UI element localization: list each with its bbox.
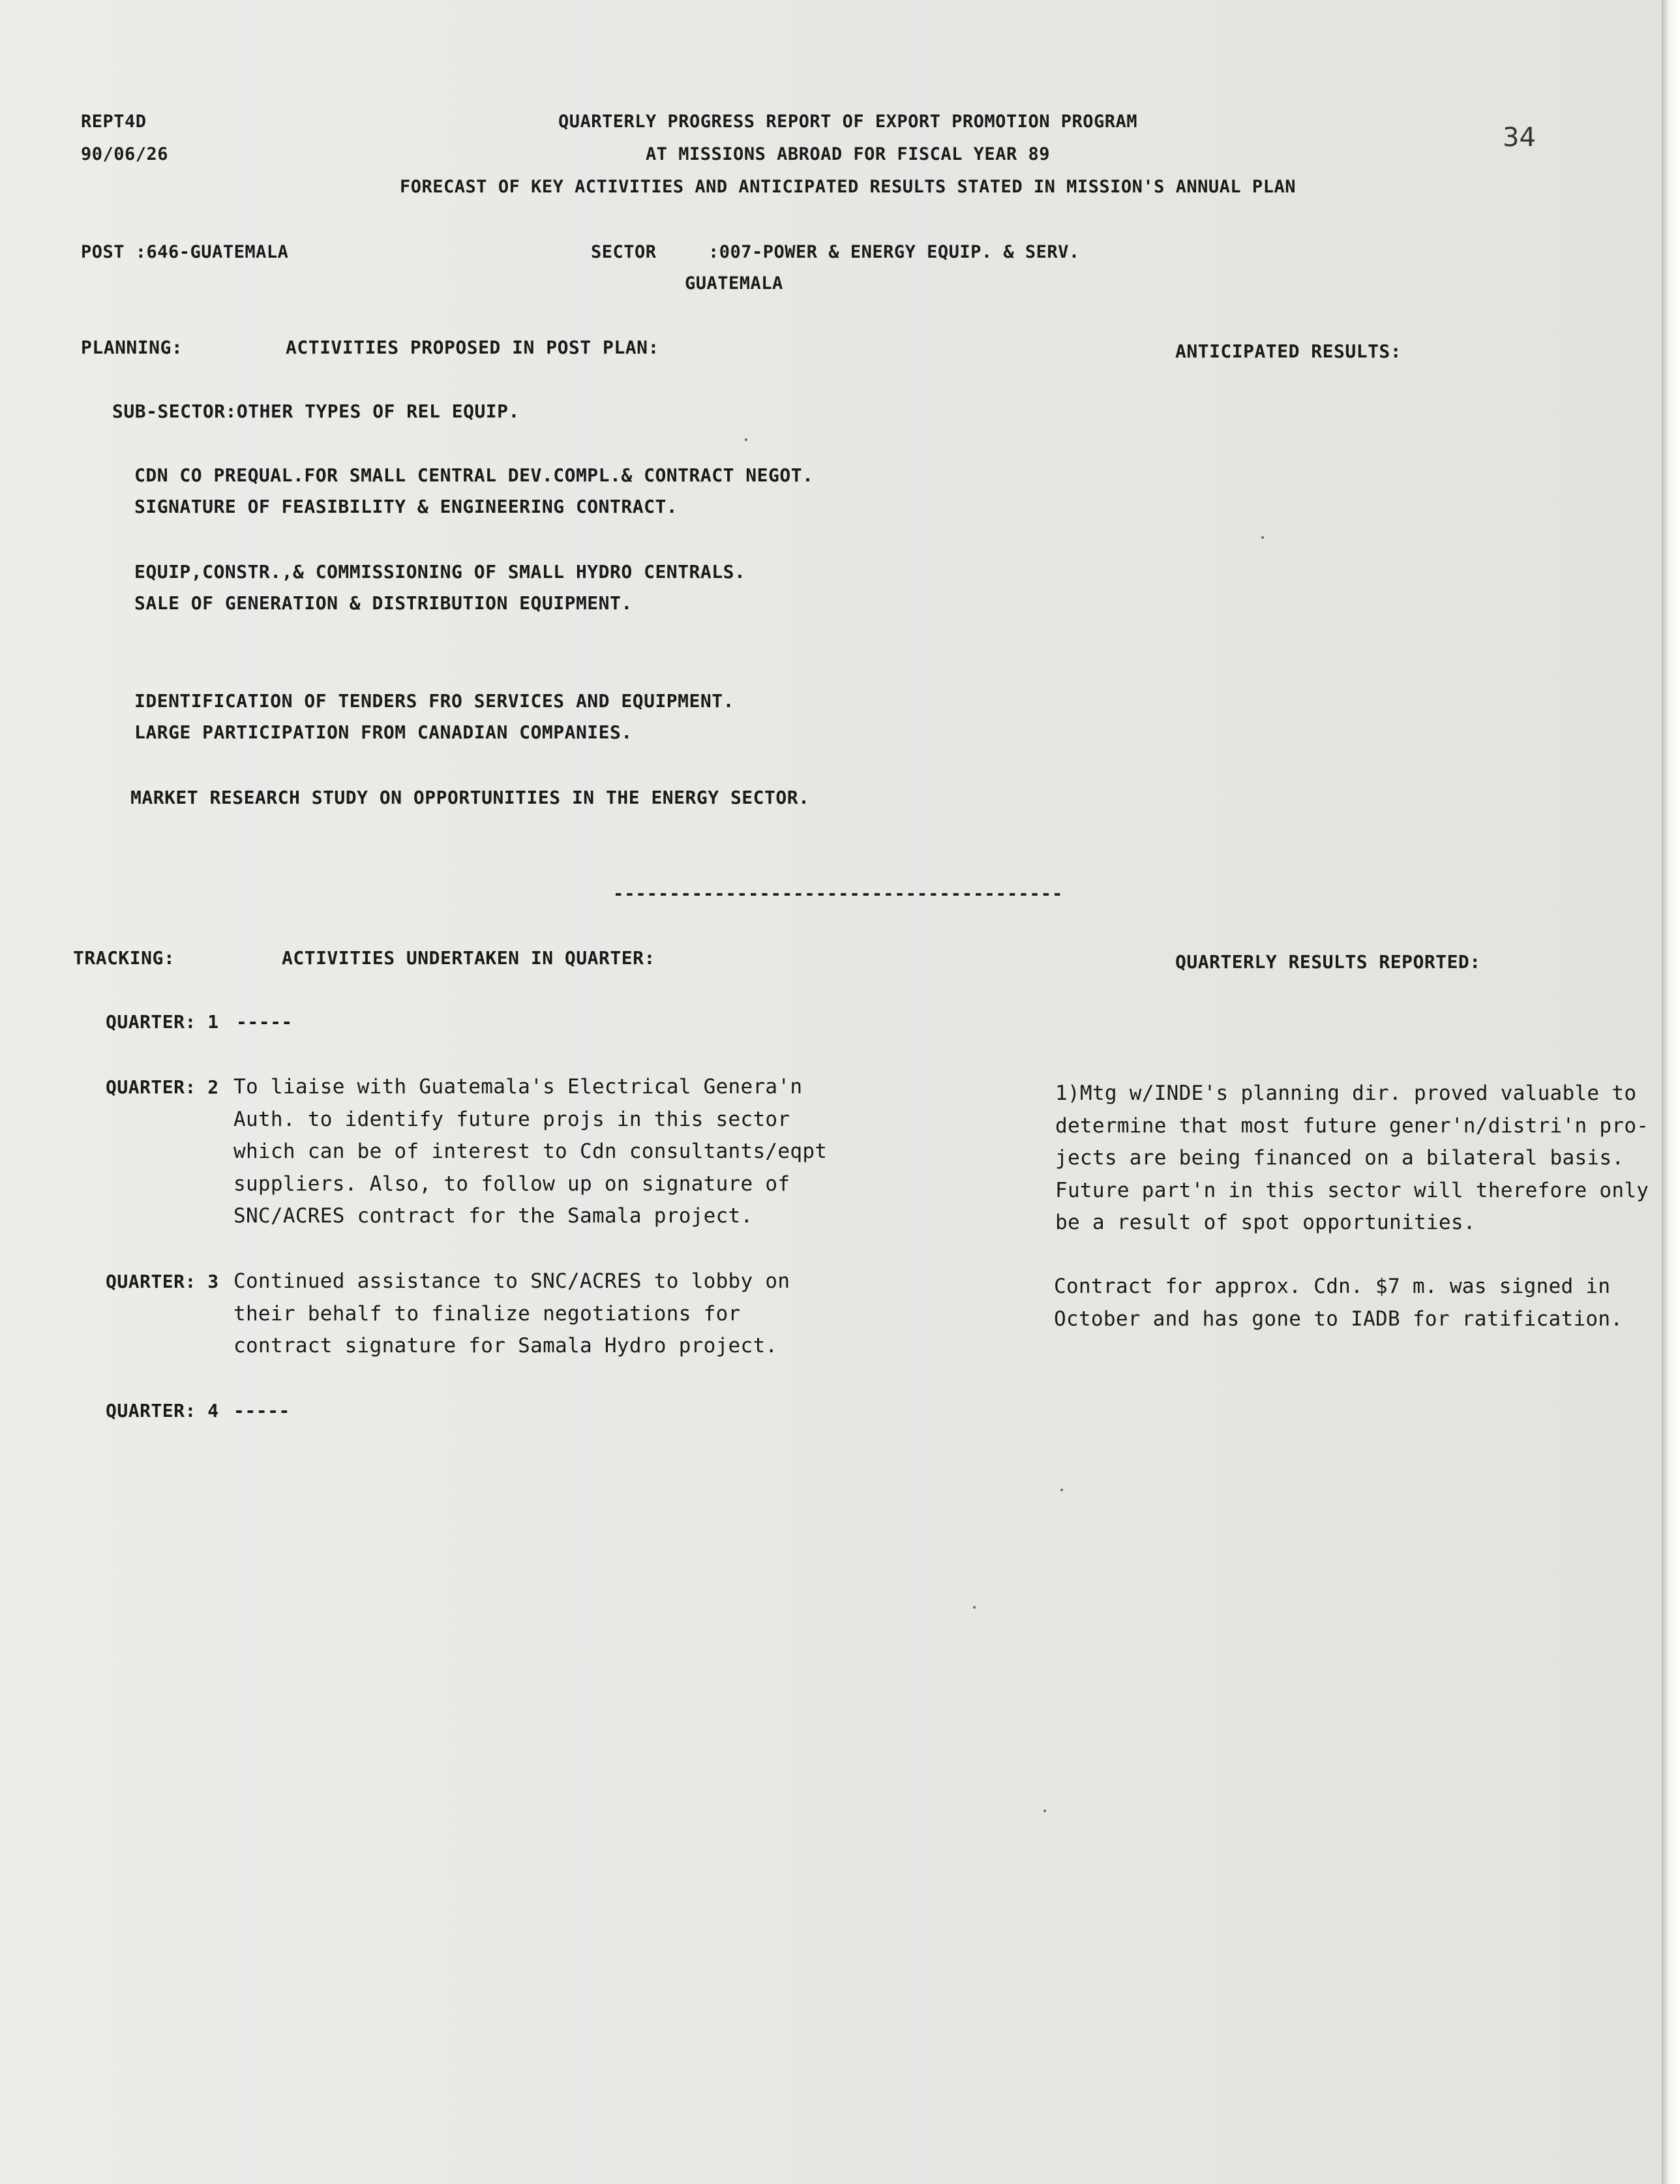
anticipated-results-heading: ANTICIPATED RESULTS: [1175,341,1402,362]
page-number: 34 [1503,123,1536,153]
result-line: October and has gone to IADB for ratification. [1054,1307,1623,1331]
report-title-line3: FORECAST OF KEY ACTIVITIES AND ANTICIPATED RESULTS STATED IN MISSION'S ANNUAL PLAN [400,177,1296,197]
result-line: jects are being financed on a bilateral basis. [1055,1146,1625,1170]
result-line: Future part'n in this sector will therefore only [1055,1178,1649,1202]
country-label: GUATEMALA [685,273,783,294]
report-id: REPT4D [81,112,147,132]
planning-label: PLANNING: [81,337,183,358]
activity-line: their behalf to finalize negotiations for [233,1301,741,1326]
post-label: POST :646-GUATEMALA [81,242,289,262]
page-edge [1662,0,1680,2184]
result-line: be a result of spot opportunities. [1055,1211,1476,1234]
result-line: Contract for approx. Cdn. $7 m. was signed in [1054,1275,1611,1298]
activity-line: which can be of interest to Cdn consultants/eqpt [233,1140,828,1163]
quarter-4-text: ----- [233,1400,290,1421]
quarter-2-results [1055,1078,1649,1239]
planning-activity-line: CDN CO PREQUAL.FOR SMALL CENTRAL DEV.COMPL.& CONTRACT NEGOT. [134,464,814,486]
activity-line: suppliers. Also, to follow up on signature of [233,1172,790,1196]
scan-speck [745,438,747,441]
quarter-2-activities [233,1071,827,1233]
sector-value: :007-POWER & ENERGY EQUIP. & SERV. [708,242,1080,262]
activity-line: To liaise with Guatemala's Electrical Genera'n [233,1075,803,1099]
scan-speck [1043,1810,1046,1812]
planning-activity-line: SALE OF GENERATION & DISTRIBUTION EQUIPMENT. [134,592,633,614]
report-date: 90/06/26 [81,144,169,164]
scan-speck [1261,536,1264,539]
quarter-3-results [1054,1271,1623,1335]
tracking-activities-heading: ACTIVITIES UNDERTAKEN IN QUARTER: [282,947,655,969]
planning-activities-heading: ACTIVITIES PROPOSED IN POST PLAN: [286,337,659,358]
activity-line: contract signature for Samala Hydro project. [233,1334,778,1357]
planning-activity-line: MARKET RESEARCH STUDY ON OPPORTUNITIES IN THE ENERGY SECTOR. [130,787,810,808]
planning-activity-line: SIGNATURE OF FEASIBILITY & ENGINEERING CONTRACT. [134,496,678,517]
planning-activity-line: EQUIP,CONSTR.,& COMMISSIONING OF SMALL HYDRO CENTRALS. [134,561,746,583]
tracking-label: TRACKING: [73,947,175,969]
scan-speck [1060,1489,1063,1491]
result-line: 1)Mtg w/INDE's planning dir. proved valuable to [1055,1082,1637,1105]
result-line: determine that most future gener'n/distri'n pro- [1055,1114,1649,1138]
report-title-line1: QUARTERLY PROGRESS REPORT OF EXPORT PROMOTION PROGRAM [558,112,1138,132]
sector-label: SECTOR [591,242,657,262]
quarter-3-label: QUARTER: 3 [106,1271,219,1292]
quarter-4-label: QUARTER: 4 [106,1400,219,1421]
planning-activity-line: LARGE PARTICIPATION FROM CANADIAN COMPANIES. [134,721,633,743]
planning-activity-line: IDENTIFICATION OF TENDERS FRO SERVICES AND EQUIPMENT. [134,690,734,712]
quarter-2-label: QUARTER: 2 [106,1076,219,1098]
subsector-label: SUB-SECTOR:OTHER TYPES OF REL EQUIP. [112,401,520,422]
quarterly-results-heading: QUARTERLY RESULTS REPORTED: [1175,951,1481,973]
activity-line: Continued assistance to SNC/ACRES to lobby on [233,1269,790,1293]
quarter-3-activities [233,1266,790,1363]
activity-line: Auth. to identify future projs in this sector [233,1107,790,1131]
quarter-1-label: QUARTER: 1 [106,1011,219,1033]
scan-speck [973,1606,976,1609]
quarter-1-text: ----- [236,1011,293,1033]
section-separator: ---------------------------------------- [613,884,1064,904]
report-title-line2: AT MISSIONS ABROAD FOR FISCAL YEAR 89 [646,144,1050,164]
activity-line: SNC/ACRES contract for the Samala project. [233,1204,753,1228]
